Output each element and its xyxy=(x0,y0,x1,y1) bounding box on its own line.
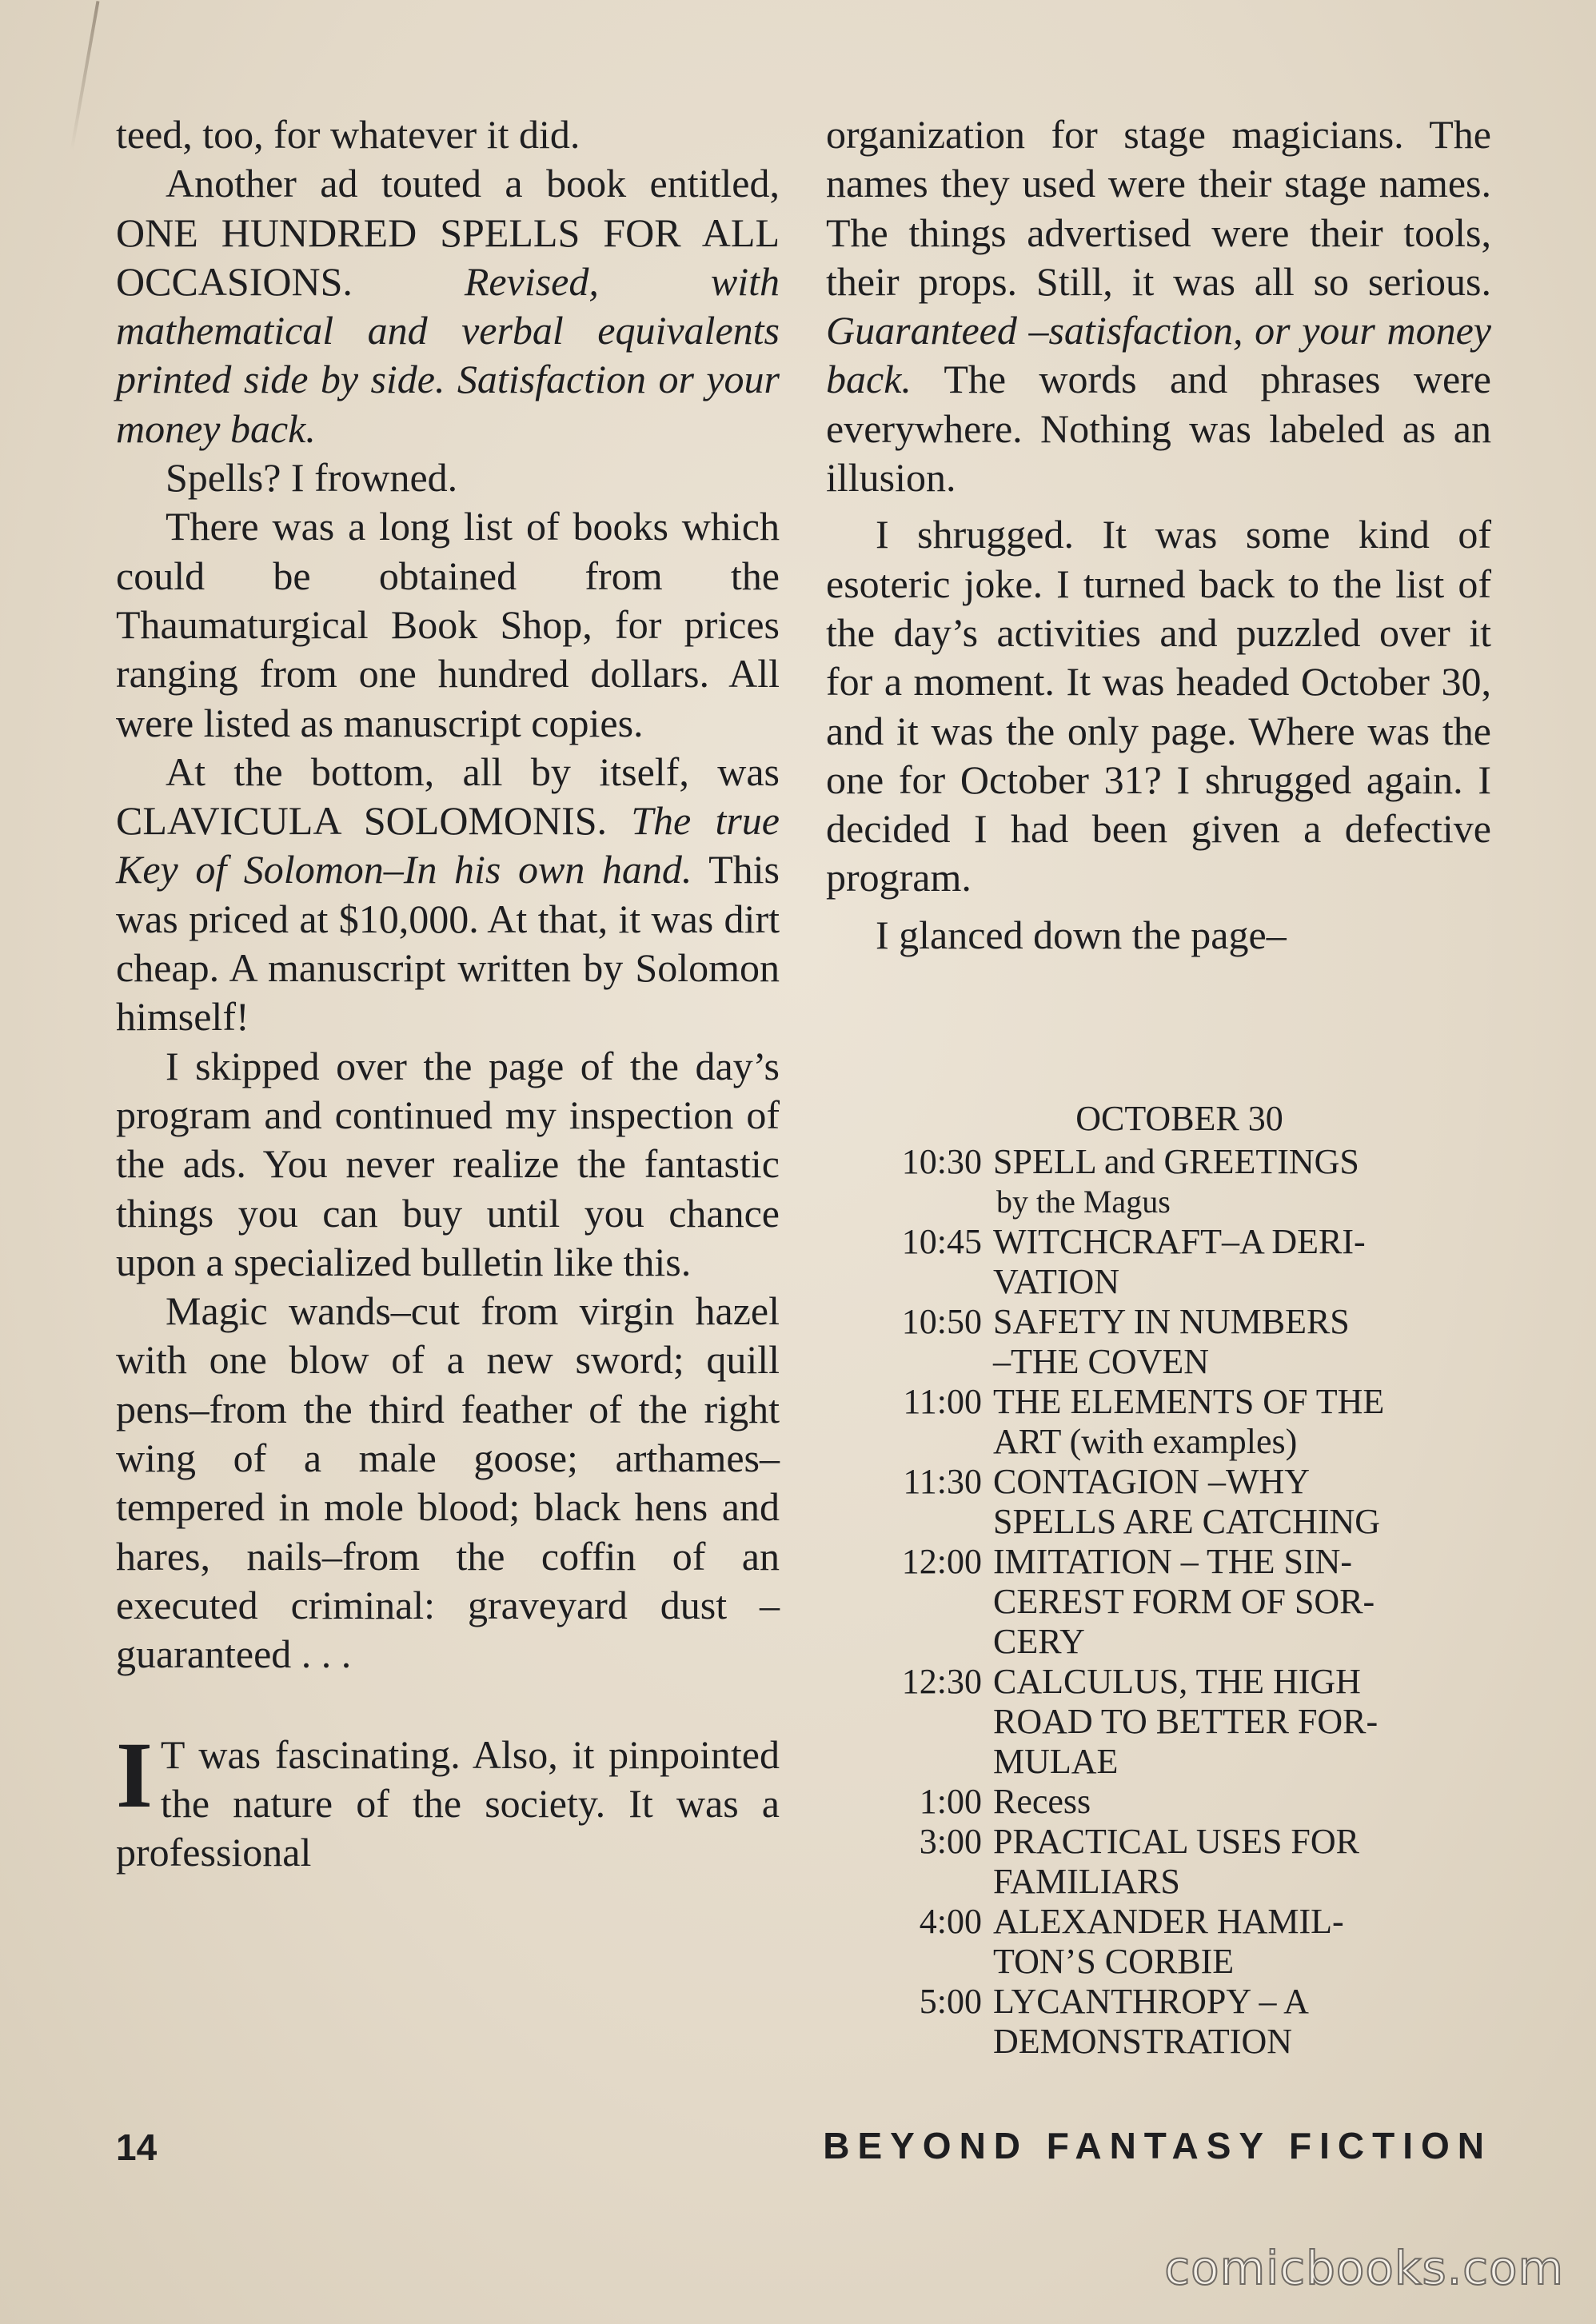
schedule-item xyxy=(872,1782,1455,1822)
watermark-logo: comicbooks.com xyxy=(1164,2241,1564,2295)
schedule-time: 11:00 xyxy=(903,1382,982,1421)
schedule-entry-line: by the Magus xyxy=(996,1184,1171,1220)
schedule-item xyxy=(872,1982,1455,2062)
schedule-entry-line: –THE COVEN xyxy=(993,1342,1210,1381)
paragraph-italic-text: Guaranteed –satisfaction, or your money back. xyxy=(826,308,1491,402)
schedule-entry-line: Recess xyxy=(993,1782,1091,1821)
paragraph-italic-text: Revised, with mathematical and verbal equivalents printed side by side. Satisfaction or your money back. xyxy=(116,258,780,451)
paragraph: teed, too, for whatever it did. xyxy=(116,112,581,157)
schedule-entry-line: PRACTICAL USES FOR xyxy=(993,1822,1360,1861)
schedule-entry xyxy=(993,1822,1455,1902)
schedule-entry-line: VATION xyxy=(993,1262,1120,1301)
schedule-entry-line: CEREST FORM OF SOR- xyxy=(993,1582,1375,1621)
schedule-entry-line: ALEXANDER HAMIL- xyxy=(993,1902,1344,1941)
schedule-item xyxy=(872,1662,1455,1782)
schedule-item xyxy=(872,1382,1455,1462)
paragraph: I skipped over the page of the day’s program and continued my inspection of the ads. You never realize the fantastic things you can buy until you chance upon a specialized bulletin like this. xyxy=(116,1043,780,1284)
schedule-entry-line: CONTAGION –WHY xyxy=(993,1462,1311,1501)
schedule-entry-line: CERY xyxy=(993,1622,1085,1661)
schedule-time: 12:00 xyxy=(901,1542,982,1581)
schedule-item xyxy=(872,1902,1455,1982)
schedule-item xyxy=(872,1222,1455,1302)
paragraph: Magic wands–cut from virgin hazel with one blow of a new sword; quill pens–from the third feather of the right wing of a male goose; arthames–tempered in mole blood; black hens and hares, nails–from the coffin of an executed criminal: graveyard dust –guaranteed . . . xyxy=(116,1288,780,1677)
schedule-entry-line: LYCANTHROPY – A xyxy=(993,1982,1309,2021)
paragraph-text: This was priced at $10,000. At that, it was dirt cheap. A manuscript written by Solomon himself! xyxy=(116,847,780,1040)
drop-cap: I xyxy=(116,1722,153,1827)
schedule-time: 12:30 xyxy=(901,1662,982,1701)
schedule-entry xyxy=(993,1142,1455,1222)
paragraph-text: At the bottom, all by itself, was CLAVICULA SOLOMONIS. xyxy=(116,749,780,844)
schedule-entry-line: SPELLS ARE CATCHING xyxy=(993,1502,1381,1541)
schedule-entry-line: ART (with examples) xyxy=(993,1422,1298,1461)
paragraph-text: organization for stage magicians. The names they used were their stage names. The things advertised were their tools, their props. Still, it was all so serious. xyxy=(826,112,1491,304)
schedule-list xyxy=(872,1142,1455,2062)
schedule-time: 11:30 xyxy=(903,1462,982,1501)
schedule-entry xyxy=(993,1982,1455,2062)
schedule-entry xyxy=(993,1782,1455,1822)
schedule-item xyxy=(872,1822,1455,1902)
right-column xyxy=(826,110,1491,960)
schedule-entry xyxy=(993,1902,1455,1982)
schedule-time: 5:00 xyxy=(919,1982,982,2021)
schedule-entry xyxy=(993,1302,1455,1382)
paragraph-italic-text: The true Key of Solomon–In his own hand. xyxy=(116,798,780,892)
paragraph-text: Another ad touted a book entitled, ONE HUNDRED SPELLS FOR ALL OCCASIONS. xyxy=(116,161,780,304)
paragraph: I glanced down the page– xyxy=(876,912,1287,957)
schedule-entry xyxy=(993,1662,1455,1782)
schedule-entry-line: SAFETY IN NUMBERS xyxy=(993,1302,1350,1341)
schedule-entry xyxy=(993,1542,1455,1662)
schedule-title: OCTOBER 30 xyxy=(1075,1099,1283,1138)
schedule-entry-line: ROAD TO BETTER FOR- xyxy=(993,1702,1379,1741)
schedule-item xyxy=(872,1462,1455,1542)
schedule-item xyxy=(872,1542,1455,1662)
schedule-entry-line: TON’S CORBIE xyxy=(993,1942,1235,1981)
schedule-entry-line: IMITATION – THE SIN- xyxy=(993,1542,1353,1581)
schedule-time: 10:50 xyxy=(901,1302,982,1341)
schedule-entry-line: FAMILIARS xyxy=(993,1862,1180,1901)
schedule-time: 10:45 xyxy=(901,1222,982,1261)
page-crease xyxy=(70,1,100,151)
schedule-time: 4:00 xyxy=(919,1902,982,1941)
schedule-entry-line: THE ELEMENTS OF THE xyxy=(993,1382,1385,1421)
paragraph xyxy=(116,159,780,453)
paragraph xyxy=(826,110,1491,502)
paragraph xyxy=(116,748,780,1042)
paragraph-text: T was fascinating. Also, it pinpointed the nature of the society. It was a professional xyxy=(116,1731,780,1875)
schedule-item xyxy=(872,1142,1455,1222)
schedule-time: 1:00 xyxy=(919,1782,982,1821)
schedule-time: 10:30 xyxy=(901,1142,982,1181)
schedule-entry xyxy=(993,1462,1455,1542)
paragraph: I shrugged. It was some kind of esoteric joke. I turned back to the list of the day’s activities and puzzled over it for a moment. It was headed October 30, and it was the only page. Where was the one for October 31? I shrugged again. I decided I had been given a defective program. xyxy=(826,512,1491,900)
running-head: BEYOND FANTASY FICTION xyxy=(823,2125,1492,2166)
page-number: 14 xyxy=(116,2126,158,2168)
schedule-entry-line: CALCULUS, THE HIGH xyxy=(993,1662,1361,1701)
section-opening-paragraph xyxy=(116,1722,780,1878)
schedule-entry xyxy=(993,1222,1455,1302)
schedule-item xyxy=(872,1302,1455,1382)
paragraph-text: The words and phrases were everywhere. Nothing was labeled as an illusion. xyxy=(826,357,1491,501)
schedule-time: 3:00 xyxy=(919,1822,982,1861)
schedule-entry-line: DEMONSTRATION xyxy=(993,2022,1292,2061)
paragraph: There was a long list of books which could be obtained from the Thaumaturgical Book Shop, for prices ranging from one hundred dollars. All were listed as manuscript copies. xyxy=(116,504,780,745)
left-column xyxy=(116,110,780,1877)
program-schedule xyxy=(872,1099,1455,2062)
paragraph: Spells? I frowned. xyxy=(166,455,458,501)
schedule-entry xyxy=(993,1382,1455,1462)
schedule-entry-line: WITCHCRAFT–A DERI- xyxy=(993,1222,1366,1261)
schedule-entry-line: MULAE xyxy=(993,1742,1119,1781)
schedule-entry-line: SPELL and GREETINGS xyxy=(993,1142,1359,1181)
